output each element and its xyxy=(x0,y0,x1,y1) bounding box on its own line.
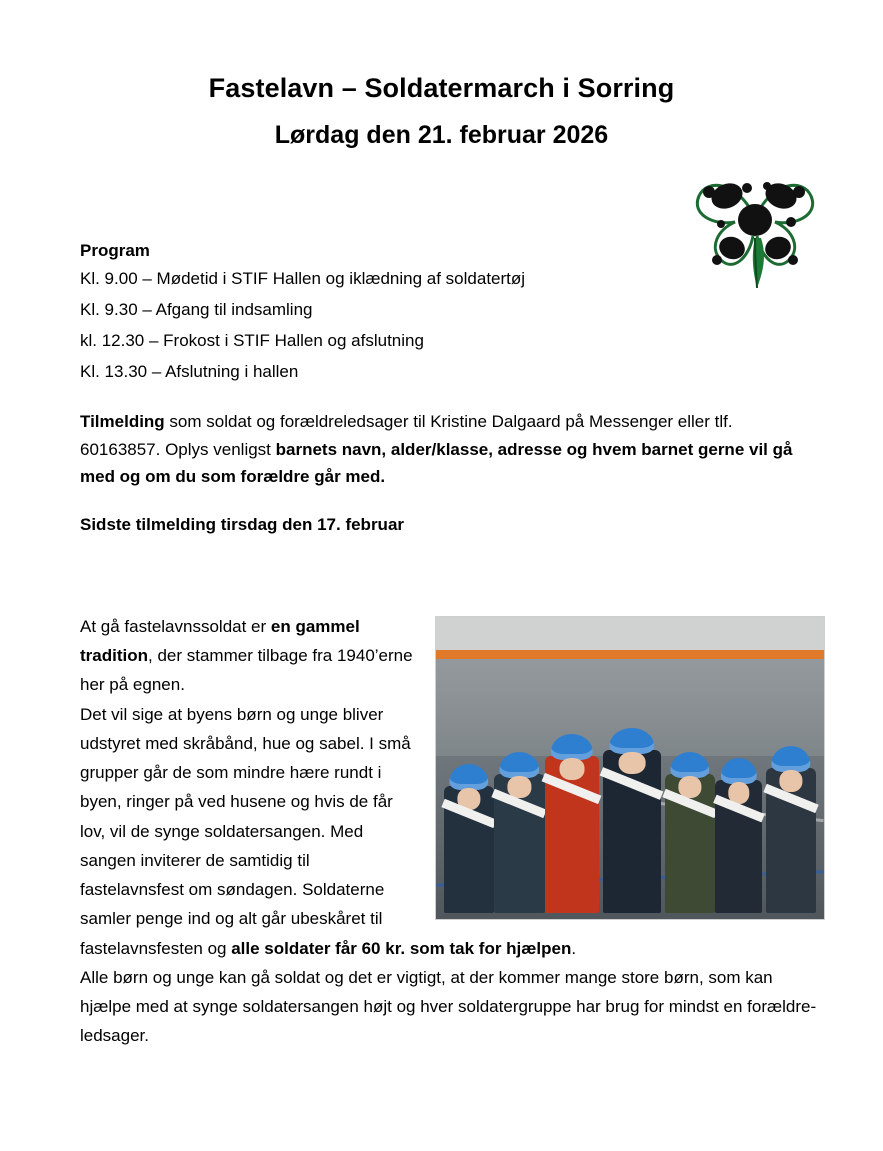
page-subtitle: Lørdag den 21. februar 2026 xyxy=(274,120,609,149)
photo-child xyxy=(444,786,494,913)
signup-paragraph xyxy=(80,408,810,491)
soldiers-photo xyxy=(435,616,825,920)
program-line: kl. 12.30 – Frokost i STIF Hallen og afslutning xyxy=(80,331,424,351)
article-bold-payment: alle soldater får 60 kr. som tak for hjælpen xyxy=(231,938,572,958)
photo-face xyxy=(619,752,646,774)
program-line: Kl. 9.00 – Mødetid i STIF Hallen og iklædning af soldatertøj xyxy=(80,269,526,289)
photo-child xyxy=(603,750,661,913)
article-text: . xyxy=(571,938,577,958)
photo-child xyxy=(715,780,762,913)
article-text: At gå fastelavnssoldat er xyxy=(80,617,271,636)
page-title: Fastelavn – Soldatermarch i Sorring xyxy=(208,73,675,103)
photo-child xyxy=(494,774,544,913)
article-paragraph-3: Alle børn og unge kan gå soldat og det er vigtigt, at der kommer mange store børn, som kan hjælpe med at synge soldatersangen højt og hver soldatergruppe har brug for mindst en forældre-ledsager. xyxy=(80,967,817,1046)
article-section xyxy=(80,612,825,1051)
photo-orange-beam xyxy=(436,650,824,659)
article-text: , der stammer tilbage fra 1940’erne her på egnen. xyxy=(80,646,413,695)
article-text: Det vil sige at byens børn og unge bliver udstyret med skråbånd, hue og sabel. I små grupper går de som mindre hære rundt i byen, ringer på ved husene og hvis de får lov, vil de synge soldatersangen. Med sangen inviterer de samtidig til fastelavnsfest om søndagen. Soldaterne samler penge ind og alt går ubeskåret til fastelavnsfesten og xyxy=(80,704,411,958)
article-bold-tradition: en gammel tradition xyxy=(80,617,360,666)
signup-lead: Tilmelding xyxy=(80,412,165,432)
photo-face xyxy=(559,758,584,780)
photo-face xyxy=(779,770,802,792)
signup-required-info: barnets navn, alder/klasse, adresse og hvem barnet gerne vil gå med og om du som forældre går med. xyxy=(80,439,793,487)
photo-child xyxy=(545,756,599,913)
program-section xyxy=(80,238,810,538)
signup-deadline: Sidste tilmelding tirsdag den 17. februar xyxy=(80,514,405,534)
photo-child xyxy=(766,768,816,913)
program-line: Kl. 9.30 – Afgang til indsamling xyxy=(80,300,313,320)
program-heading: Program xyxy=(80,241,150,260)
program-line: Kl. 13.30 – Afslutning i hallen xyxy=(80,362,299,382)
photo-child xyxy=(665,774,715,913)
title-block xyxy=(0,0,883,151)
signup-text: som soldat og forældreledsager til Kristine Dalgaard på Messenger eller tlf. 60163857. Oplys venligst xyxy=(80,412,733,459)
